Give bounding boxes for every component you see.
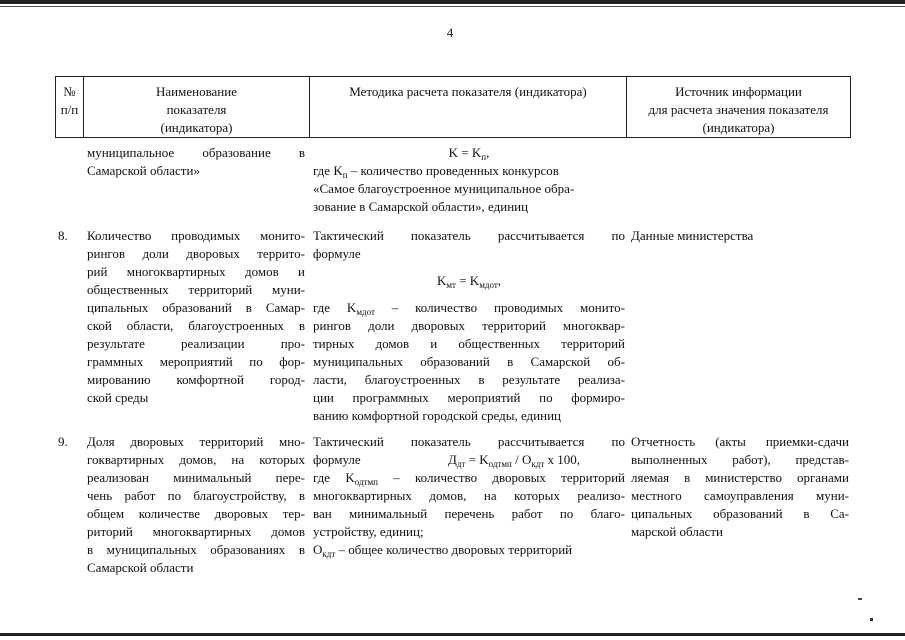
row9-name: [87, 433, 305, 577]
row8-name-line: результате реализации про-: [87, 336, 305, 351]
row9-method-intro: формуле: [313, 452, 361, 467]
row9-source-line: выполненных работ), представ-: [631, 452, 849, 467]
header-text: Методика расчета показателя (индикатора): [349, 84, 587, 99]
row8-method-line: ванию комфортной городской среды, единиц: [313, 408, 561, 423]
row7-name: [87, 144, 305, 180]
row9-name-line: риторий многоквартирных домов: [87, 524, 305, 539]
header-method: [309, 76, 627, 138]
bottom-border: [0, 633, 905, 636]
row9-source-line: марской области: [631, 524, 723, 539]
row8-source-text: Данные министерства: [631, 228, 754, 243]
row9-method-line: где $K_{одтмп}$ – количество дворовых территорий: [313, 470, 625, 487]
scan-speck: [870, 618, 873, 621]
row9-number: 9.: [58, 434, 68, 449]
scan-speck: [858, 598, 862, 600]
header-text: Источник информации: [675, 84, 802, 99]
header-text: для расчета значения показателя: [648, 102, 829, 117]
row8-method-line: рингов доли дворовых территорий многоквар-: [313, 318, 625, 333]
row8-method-intro: Тактический показатель рассчитывается по: [313, 228, 625, 243]
row7-method: [313, 144, 625, 216]
row7-name-line: Самарской области»: [87, 163, 200, 178]
row7-method-line: зование в Самарской области», единиц: [313, 199, 529, 214]
row8-method-intro: формуле: [313, 246, 361, 261]
row9-name-line: реализован минимальный пере-: [87, 470, 305, 485]
row8-method-line: ции программных мероприятий по формиро-: [313, 390, 625, 405]
row8-method-line: муниципальных образований в Самарской об-: [313, 354, 625, 369]
row8-name-line: мированию комфортной город-: [87, 372, 305, 387]
row8-name-line: ской среды: [87, 390, 149, 405]
header-text: Наименование: [156, 84, 237, 99]
row9-source-line: ляемая в министерство органами: [631, 470, 849, 485]
row9-method-line: ван минимальный перечень работ по благо-: [313, 506, 625, 521]
row8-name-line: ципальных образований в Самар-: [87, 300, 305, 315]
header-indicator-name: [83, 76, 310, 138]
row9-method-line: устройству, единиц;: [313, 524, 424, 539]
header-text: (индикатора): [702, 120, 775, 135]
row8-source: [631, 227, 849, 245]
header-text: (индикатора): [160, 120, 233, 135]
row7-method-line: где $K_п$ – количество проведенных конкурсов: [313, 163, 559, 180]
row7-name-line: муниципальное образование в: [87, 145, 305, 160]
header-source: [626, 76, 851, 138]
row9-source-line: ципальных образований в Са-: [631, 506, 849, 521]
row9-name-line: Доля дворовых территорий мно-: [87, 434, 305, 449]
row8-method-line: где $K_{мдот}$ – количество проводимых монито-: [313, 300, 625, 317]
row8-method-line: ласти, благоустроенных в результате реализа-: [313, 372, 625, 387]
row8-name-line: ской области, благоустроенных в: [87, 318, 305, 333]
row8-method-line: тирных домов и общественных территорий: [313, 336, 625, 351]
row8-name: [87, 227, 305, 407]
row9-source-line: Отчетность (акты приемки-сдачи: [631, 434, 849, 449]
row8-name-line: Количество проводимых монито-: [87, 228, 305, 243]
top-border-thin: [0, 6, 905, 7]
row9-name-line: общем количестве дворовых тер-: [87, 506, 305, 521]
header-text: №: [63, 84, 76, 99]
row9-name-line: чень работ по благоустройству, в: [87, 488, 305, 503]
row9-source: [631, 433, 849, 541]
row9-method-line: $O_{кдт}$ – общее количество дворовых территорий: [313, 542, 573, 559]
row9-method-intro: Тактический показатель рассчитывается по: [313, 434, 625, 449]
row9-method-line: многоквартирных домов, на которых реализо-: [313, 488, 625, 503]
row9-method: [313, 433, 625, 559]
row9-name-line: гоквартирных домов, на которых: [87, 452, 305, 467]
row8-formula: $K_{мт} = K_{мдот}$,: [436, 273, 502, 290]
header-text: п/п: [60, 102, 79, 117]
row9-name-line: в муниципальных образованиях в: [87, 542, 305, 557]
row9-source-line: местного самоуправления муни-: [631, 488, 849, 503]
row8-number: 8.: [58, 228, 68, 243]
row9-formula: $Д_{дт} = K_{одтмп} / O_{кдт}$ x 100,: [447, 452, 581, 469]
row7-formula: $K = K_п$,: [448, 145, 490, 162]
row8-name-line: общественных территорий муни-: [87, 282, 305, 297]
header-text: показателя: [166, 102, 227, 117]
row7-method-line: «Самое благоустроенное муниципальное обра-: [313, 181, 575, 196]
row8-name-line: рингов доли дворовых террито-: [87, 246, 305, 261]
row8-name-line: рий многоквартирных домов и: [87, 264, 305, 279]
row9-name-line: Самарской области: [87, 560, 194, 575]
row8-name-line: граммных мероприятий по фор-: [87, 354, 305, 369]
row8-method: [313, 227, 625, 425]
top-border: [0, 0, 905, 4]
page-number: 4: [446, 25, 454, 40]
header-number: [55, 76, 84, 138]
